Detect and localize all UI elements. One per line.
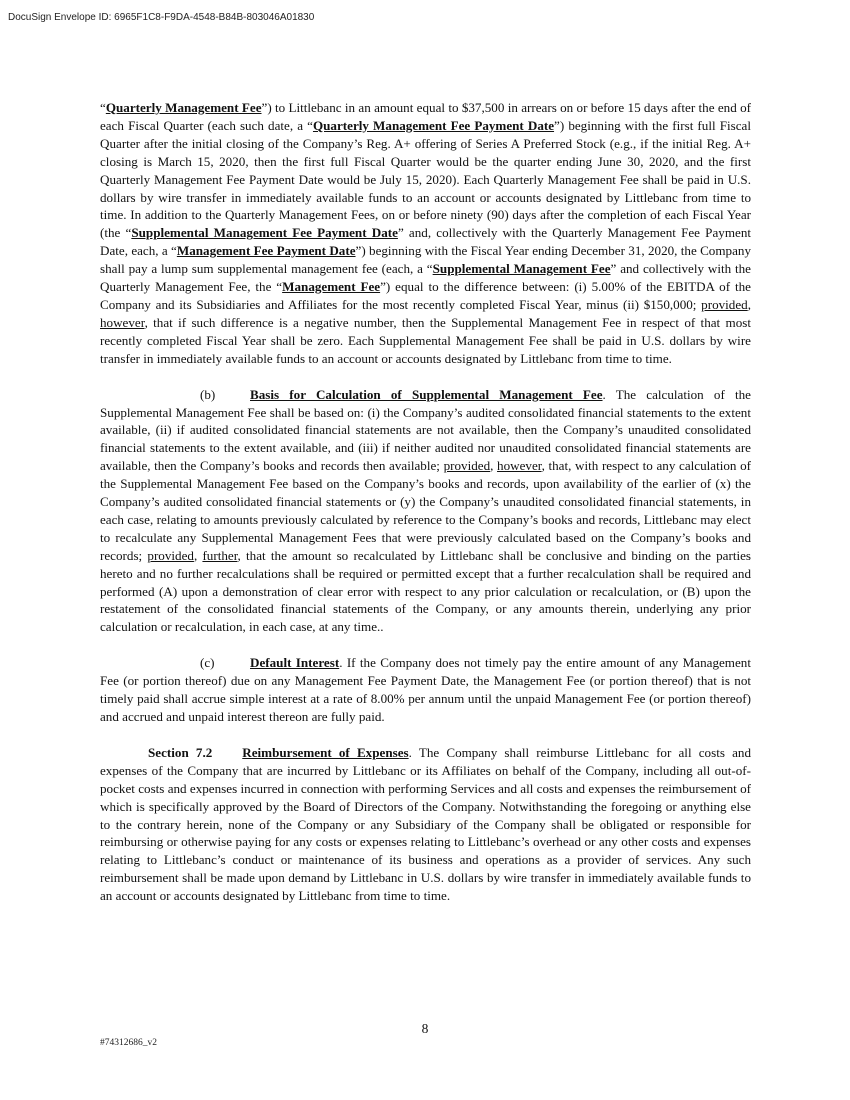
text-run: ” and collectively with the Quarterly Management Fee, the “ (100, 261, 751, 295)
underlined-provided: provided (443, 458, 491, 474)
text-run: “ (100, 100, 106, 115)
paragraph-c-default-interest (100, 654, 751, 726)
defined-term-supplemental-management-fee: Supplemental Management Fee (432, 261, 611, 277)
underlined-however: however (100, 314, 145, 330)
text-run: ” and, collectively with the Quarterly Management Fee Payment Date, each, a “ (100, 225, 752, 259)
underlined-provided: provided (147, 547, 194, 563)
text-run: . If the Company does not timely pay the entire amount of any Management Fee (or portion thereof) due on any Management Fee Payment Date, the Management Fee (or portion thereof) that is not timely paid shall accrue simple interest at a rate of 8.00% per annum until the unpaid Management Fee (or portion thereof) and accrued and unpaid interest thereon are fully paid. (100, 655, 751, 724)
text-run: ”) beginning with the Fiscal Year ending December 31, 2020, the Company shall pay a lump sum supplemental management fee (each, a “ (100, 243, 751, 277)
clause-heading-c: Default Interest (250, 655, 340, 671)
text-run: , (193, 547, 203, 563)
section-7-2-reimbursement (100, 744, 751, 905)
text-run: ”) beginning with the first full Fiscal Quarter after the initial closing of the Company’s Reg. A+ offering of Series A Preferred Stock (e.g., if the initial Reg. A+ closing is March 15, 2020, then the first full Fiscal Quarter would be the quarter ending June 30, 2020, and the first Quarterly Management Fee Payment Date would be July 15, 2020). Each Quarterly Management Fee shall be paid in U.S. dollars by wire transfer in immediately available funds to an account or accounts designated by Littlebanc from time to time. In addition to the Quarterly Management Fees, on or before ninety (90) days after the completion of each Fiscal Year (the “ (100, 117, 751, 241)
defined-term-quarterly-management-fee: Quarterly Management Fee (105, 100, 262, 115)
paragraph-management-fee (100, 99, 751, 368)
defined-term-quarterly-payment-date: Quarterly Management Fee Payment Date (312, 117, 555, 133)
clause-number-b: (b) (200, 386, 216, 402)
underlined-further: further (202, 547, 238, 563)
underlined-however: however (497, 458, 542, 474)
section-heading: Reimbursement of Expenses (242, 744, 409, 760)
text-run: . The Company shall reimburse Littlebanc for all costs and expenses of the Company that are incurred by Littlebanc or its Affiliates on behalf of the Company, including all out-of-pocket costs and expenses incurred in connection with performing Services and all costs and expenses the reimbursement of which is specifically approved by the Board of Directors of the Company. Notwithstanding the foregoing or anything else to the contrary herein, none of the Company or any Subsidiary of the Company shall be obligated or responsible for reimbursing or otherwise paying for any costs or expenses relating to Littlebanc’s overhead or any other costs and expenses relating to Littlebanc’s conduct or maintenance of its business and operations as a provider of services. Any such reimbursement shall be made upon demand by Littlebanc in U.S. dollars by wire transfer in immediately available funds to an account or accounts designated by Littlebanc from time to time. (100, 744, 752, 904)
defined-term-supplemental-payment-date: Supplemental Management Fee Payment Date (131, 225, 398, 241)
defined-term-management-fee: Management Fee (282, 279, 381, 295)
clause-number-c: (c) (200, 655, 215, 671)
defined-term-management-fee-payment-date: Management Fee Payment Date (176, 243, 356, 259)
text-run: ”) equal to the difference between: (i) 5.00% of the EBITDA of the Company and its Subsidiaries and Affiliates for the most recently completed Fiscal Year, minus (ii) $150,000; (100, 279, 751, 312)
text-run: , (490, 458, 498, 474)
text-run: , that, with respect to any calculation of the Supplemental Management Fee based on the Company’s books and records, upon availability of the earlier of (x) the Company’s audited consolidated financial statements or (y) the Company’s unaudited consolidated financial statements, in each case, relating to amounts previously calculated by reference to the Company’s books and records, Littlebanc may elect to recalculate any Supplemental Management Fees that were previously calculated based on the Company’s books and records; (100, 458, 751, 563)
text-run: . The calculation of the Supplemental Management Fee shall be based on: (i) the Company’s audited consolidated financial statements to the extent available, (ii) if audited consolidated financial statements are not available, then the Company’s unaudited consolidated financial statements to the extent available, and (iii) if neither audited nor unaudited consolidated financial statements are available, then the Company’s books and records then available; (100, 386, 751, 474)
underlined-provided: provided (701, 296, 748, 312)
text-run: , (747, 296, 751, 312)
document-id-footer: #74312686_v2 (100, 1038, 157, 1048)
text-run: , that the amount so recalculated by Littlebanc shall be conclusive and binding on the parties hereto and no further recalculations shall be required or permitted except that a further recalculation shall be required and performed (A) upon a demonstration of clear error with respect to any prior calculation or recalculation, or (B) upon the restatement of the consolidated financial statements of the Company, or any amounts therein, underlying any prior calculation or recalculation, in each case, at any time.. (100, 547, 751, 635)
text-run: , that if such difference is a negative number, then the Supplemental Management Fee in respect of that most recently completed Fiscal Year shall be zero. Each Supplemental Management Fee shall be paid in U.S. dollars by wire transfer in immediately available funds to an account or accounts designated by Littlebanc from time to time. (100, 314, 751, 366)
docusign-envelope-id: DocuSign Envelope ID: 6965F1C8-F9DA-4548-B84B-803046A01830 (8, 12, 315, 23)
clause-heading-b: Basis for Calculation of Supplemental Management Fee (250, 386, 603, 402)
paragraph-b-basis-for-calculation (100, 386, 751, 637)
document-body (100, 99, 751, 905)
text-run: ”) to Littlebanc in an amount equal to $37,500 in arrears on or before 15 days after the end of each Fiscal Quarter (each such date, a “ (100, 100, 751, 133)
section-label: Section 7.2 (148, 744, 213, 760)
page-number: 8 (421, 1021, 429, 1036)
